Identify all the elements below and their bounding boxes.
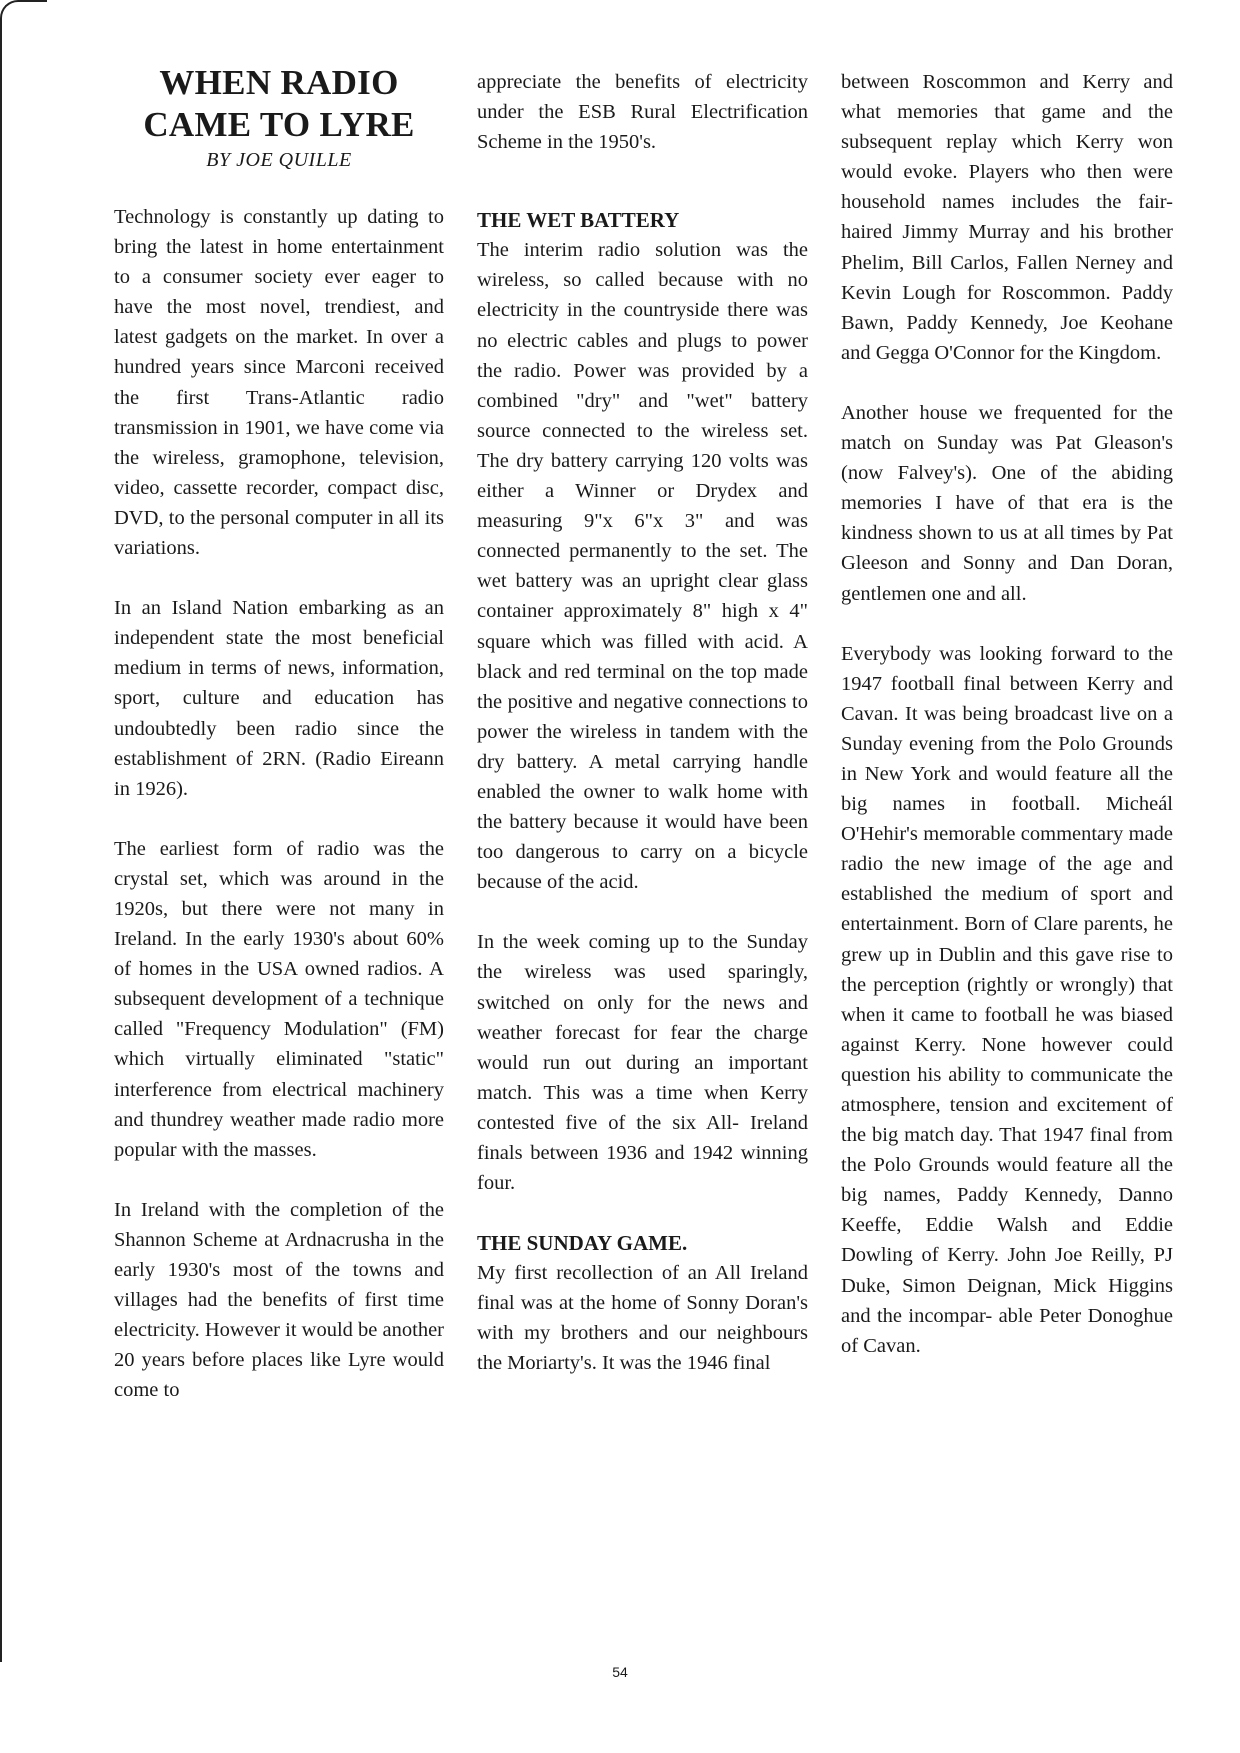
page-edge-mark [0,0,47,1662]
section-heading-sunday-game: THE SUNDAY GAME. [477,1231,688,1256]
paragraph: The interim radio solution was the wireless, so called because with no electricity in the countryside there was no electric cables and plugs to power the radio. Power was provided by a combined "dry" and "wet" battery source connected to the wireless set. The dry battery carrying 120 volts was either a Winner or Drydex and measuring 9"x 6"x 3" and was connected permanently to the set. The wet battery was an upright clear glass container approximately 8" high x 4" square which was filled with acid. A black and red terminal on the top made the positive and negative connections to power the wireless in tandem with the dry battery. A metal carrying handle enabled the owner to walk home with the battery because it would have been too dangerous to carry on a bicycle because of the acid. [477,239,808,894]
paragraph: The earliest form of radio was the crystal set, which was around in the 1920s, but there were not many in Ireland. In the early 1930's about 60% of homes in the USA owned radios. A subsequent development of a technique called "Frequency Modulation" (FM) which virtually eliminated "static" interference from electrical machinery and thundrey weather made radio more popular with the masses. [114,837,444,1161]
paragraph: appreciate the benefits of electricity under the ESB Rural Electrification Scheme in the 1950's. [477,71,808,154]
paragraph: Everybody was looking forward to the 1947 football final between Kerry and Cavan. It was being broadcast live on a Sunday evening from the Polo Grounds in New York and would feature all the big names in football. Micheál O'Hehir's memorable commentary made radio the new image of the age and established the medium of sport and entertainment. Born of Clare parents, he grew up in Dublin and this gave rise to the perception (rightly or wrongly) that when it came to football he was biased against Kerry. None however could question his ability to communicate the atmosphere, tension and excitement of the big match day. That 1947 final from the Polo Grounds would feature all the big names, Paddy Kennedy, Danno Keeffe, Eddie Walsh and Eddie Dowling of Kerry. John Joe Reilly, PJ Duke, Simon Deignan, Mick Higgins and the incompar- able Peter Donoghue of Cavan. [841,642,1173,1357]
page-number: 54 [612,1664,628,1680]
paragraph: In Ireland with the completion of the Shannon Scheme at Ardnacrusha in the early 1930's most of the towns and villages had the benefits of first time electricity. However it would be another 20 years before places like Lyre would come to [114,1198,444,1402]
column-2 [477,67,808,1379]
paragraph: My first recollection of an All Ireland final was at the home of Sonny Doran's with my brothers and our neighbours the Moriarty's. It was the 1946 final [477,1262,808,1375]
article-title: WHEN RADIO CAME TO LYRE [143,63,415,144]
column-1 [114,62,444,1405]
paragraph: Another house we frequented for the match on Sunday was Pat Gleason's (now Falvey's). One of the abiding memories I have of that era is the kindness shown to us at all times by Pat Gleeson and Sonny and Dan Doran, gentlemen one and all. [841,401,1173,605]
paragraph: In an Island Nation embarking as an independent state the most beneficial medium in terms of news, information, sport, culture and education has undoubtedly been radio since the establishment of 2RN. (Radio Eireann in 1926). [114,597,444,800]
paragraph: In the week coming up to the Sunday the wireless was used sparingly, switched on only for the news and weather forecast for fear the charge would run out during an important match. This was a time when Kerry contested five of the six All- Ireland finals between 1936 and 1942 winning four. [477,931,808,1195]
section-heading-wet-battery: THE WET BATTERY [477,208,680,233]
paragraph: Technology is constantly up dating to bring the latest in home entertainment to a consumer society ever eager to have the most novel, trendiest, and latest gadgets on the market. In over a hundred years since Marconi received the first Trans-Atlantic radio transmission in 1901, we have come via the wireless, gramophone, television, video, cassette recorder, compact disc, DVD, to the personal computer in all its variations. [114,206,444,560]
paragraph: between Roscommon and Kerry and what memories that game and the subsequent replay which Kerry won would evoke. Players who then were household names includes the fair-haired Jimmy Murray and his brother Phelim, Bill Carlos, Fallen Nerney and Kevin Lough for Roscommon. Paddy Bawn, Paddy Kennedy, Joe Keohane and Gegga O'Connor for the Kingdom. [841,71,1173,364]
column-3 [841,67,1173,1361]
article-byline: BY JOE QUILLE [206,149,352,171]
